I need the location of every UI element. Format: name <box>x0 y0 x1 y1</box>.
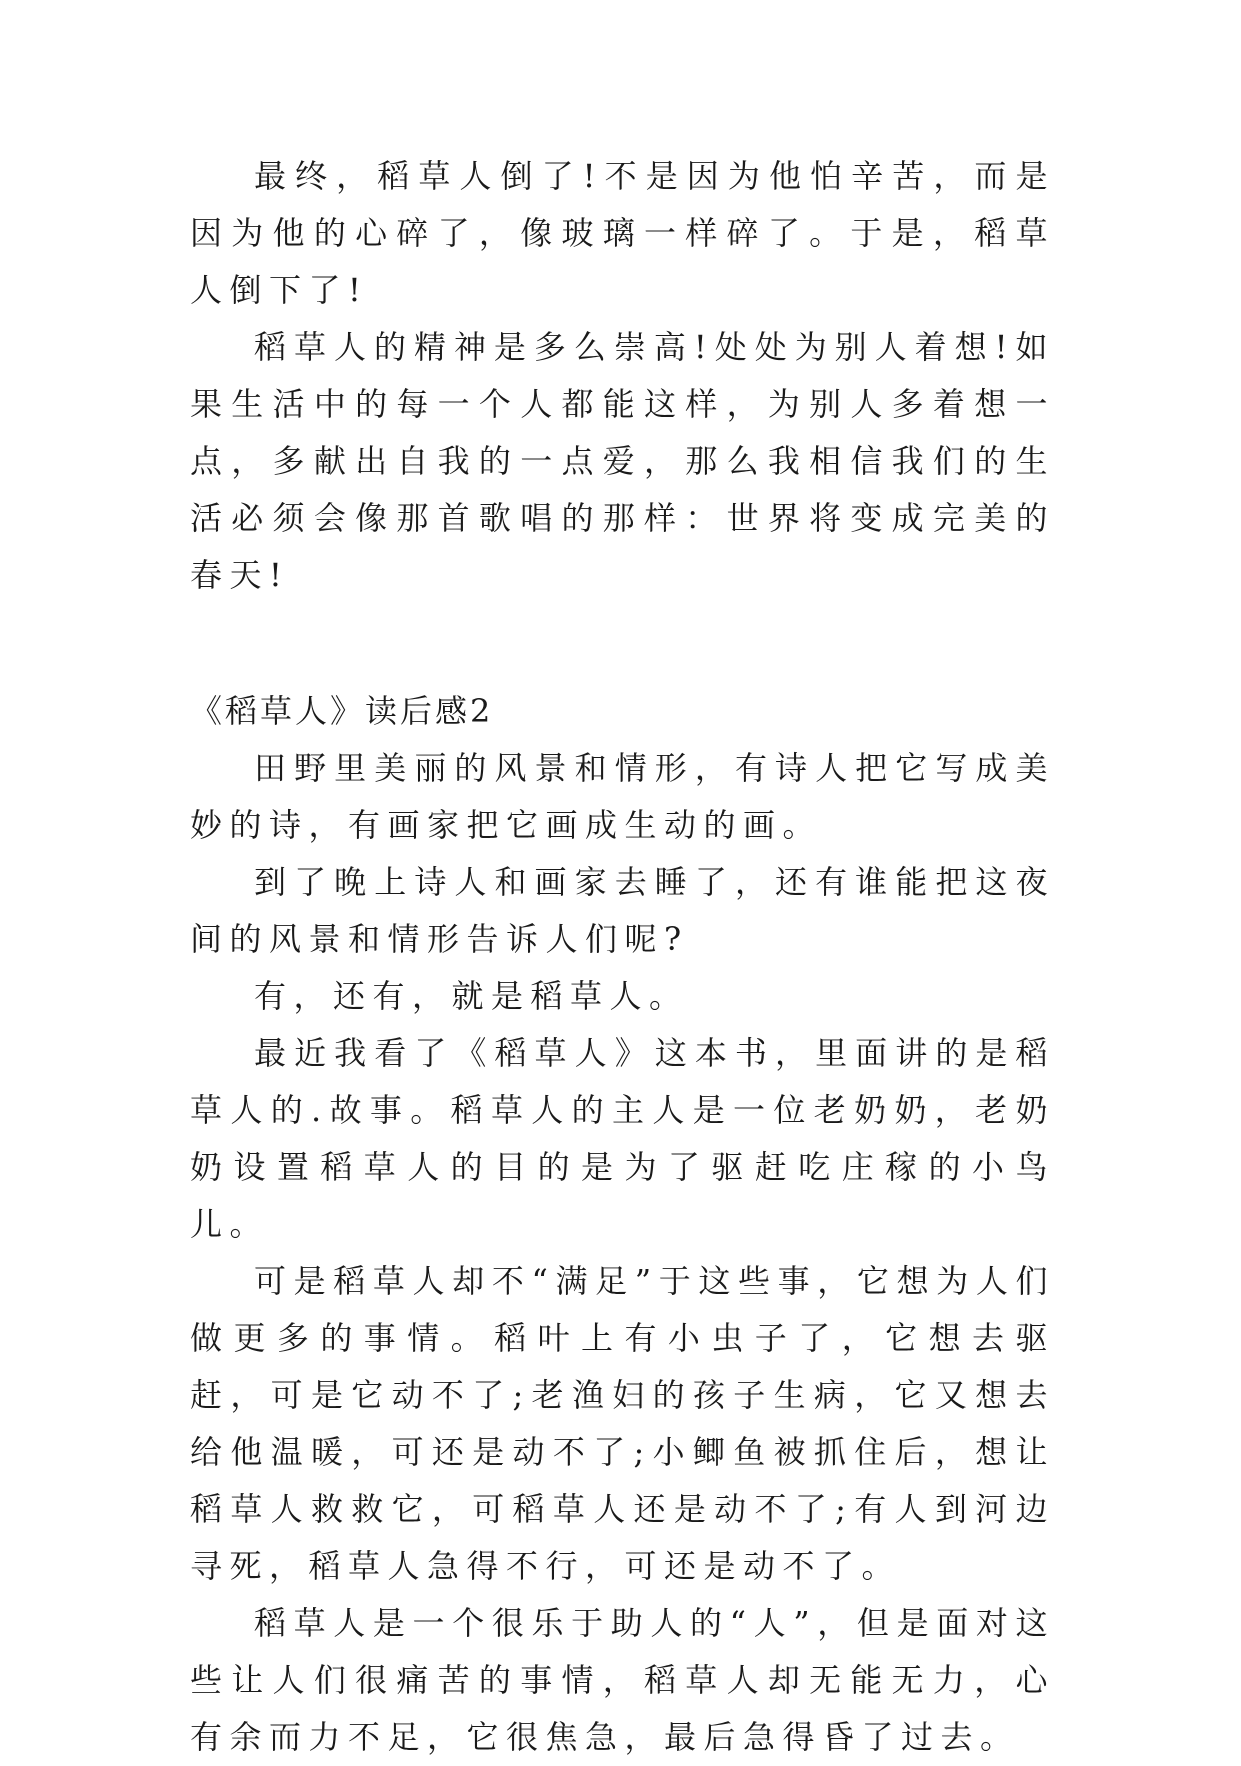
paragraph-fields: 田野里美丽的风景和情形，有诗人把它写成美妙的诗，有画家把它画成生动的画。 <box>190 749 1055 844</box>
essay-title: 《稻草人》读后感2 <box>190 692 494 730</box>
paragraph-spirit: 稻草人的精神是多么崇高!处处为别人着想!如果生活中的每一个人都能这样，为别人多着想一点，多献出自我的一点爱，那么我相信我们的生活必须会像那首歌唱的那样：世界将变成完美的春天! <box>190 328 1055 594</box>
paragraph-conclusion: 最终，稻草人倒了!不是因为他怕辛苦，而是因为他的心碎了，像玻璃一样碎了。于是，稻草人倒下了! <box>190 157 1055 309</box>
paragraph-book: 最近我看了《稻草人》这本书，里面讲的是稻草人的.故事。稻草人的主人是一位老奶奶，老奶奶设置稻草人的目的是为了驱赶吃庄稼的小鸟儿。 <box>190 1034 1055 1243</box>
paragraph-helpless: 可是稻草人却不“满足”于这些事，它想为人们做更多的事情。稻叶上有小虫子了，它想去驱赶，可是它动不了;老渔妇的孩子生病，它又想去给他温暖，可还是动不了;小鲫鱼被抓住后，想让稻草人救救它，可稻草人还是动不了;有人到河边寻死，稻草人急得不行，可还是动不了。 <box>190 1262 1055 1585</box>
paragraph-answer: 有，还有，就是稻草人。 <box>254 977 689 1015</box>
paragraph-night: 到了晚上诗人和画家去睡了，还有谁能把这夜间的风景和情形告诉人们呢? <box>190 863 1055 958</box>
paragraph-faint: 稻草人是一个很乐于助人的“人”，但是面对这些让人们很痛苦的事情，稻草人却无能无力，心有余而力不足，它很焦急，最后急得昏了过去。 <box>190 1604 1055 1756</box>
document-page <box>190 148 1055 1766</box>
